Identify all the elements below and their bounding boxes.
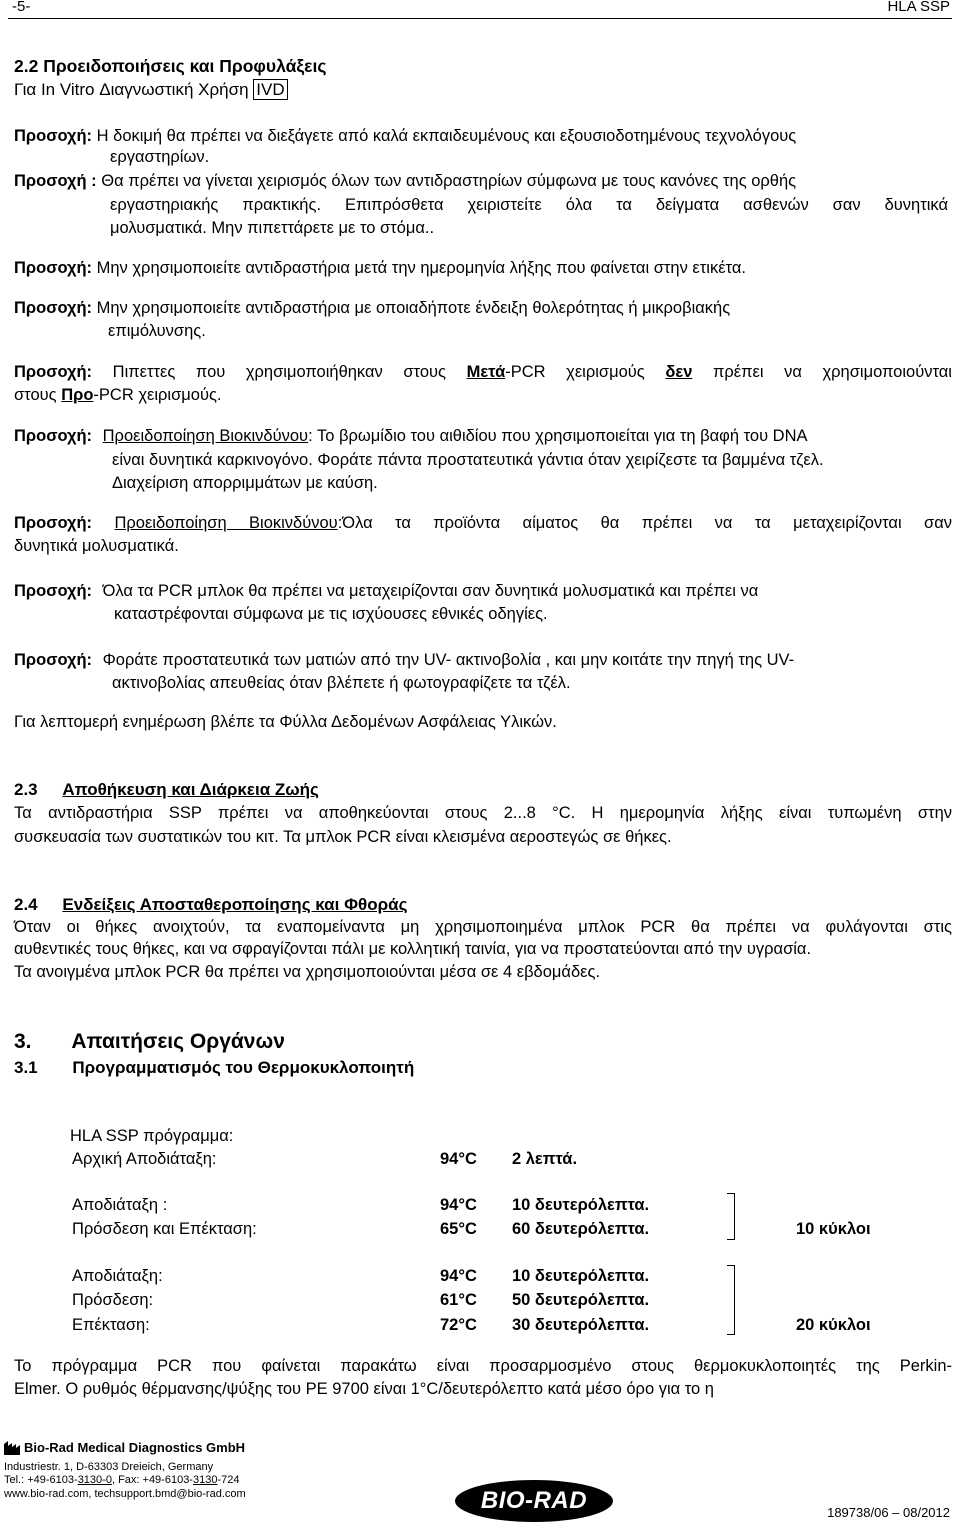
warning-label: Προσοχή: — [14, 259, 93, 277]
program-row-temp: 94°C — [440, 1150, 477, 1168]
phone-text: 3130 — [192, 1474, 218, 1486]
warning-text: είναι δυνητικά καρκινογόνο. Φοράτε πάντα προστατευτικά γάντια όταν χειρίζεστε τα βαμμένα τζελ. — [112, 451, 824, 469]
warning-text: επιμόλυνσης. — [108, 322, 206, 340]
body-text: Elmer. Ο ρυθμός θέρμανσης/ψύξης του PE 9700 είναι 1°C/δευτερόλεπτο κατά μέσο όρο για το η — [14, 1380, 714, 1398]
warning-text: πρέπει να χρησιμοποιούνται — [712, 363, 952, 381]
doc-code: HLA SSP — [887, 0, 950, 15]
warning-2 — [14, 172, 796, 191]
section-heading — [14, 780, 319, 800]
body-text: αυθεντικές τους θήκες, και να σφραγίζονται πάλι με κολλητική ταινία, για να προστατεύονται από την υγρασία. — [14, 940, 812, 958]
warning-label: Προσοχή: — [14, 582, 93, 600]
program-row-time: 50 δευτερόλεπτα. — [512, 1291, 650, 1309]
program-row-temp: 65°C — [440, 1220, 477, 1238]
section-title: Προγραμματισμός του Θερμοκυκλοποιητή — [72, 1058, 415, 1077]
warning-text: Μην χρησιμοποιείτε αντιδραστήρια μετά την ημερομηνία λήξης που φαίνεται στην ετικέτα. — [96, 259, 746, 277]
section-title: Ενδείξεις Αποσταθεροποίησης και Φθοράς — [62, 895, 408, 914]
phone-text: 3130-0 — [77, 1474, 112, 1486]
company-name: Bio-Rad Medical Diagnostics GmbH — [24, 1440, 246, 1455]
warning-text: δυνητικά μολυσματικά. — [14, 537, 179, 555]
program-row-time: 30 δευτερόλεπτα. — [512, 1316, 650, 1334]
program-row-label: Αποδιάταξη: — [72, 1267, 163, 1285]
warning-text: Όλα τα PCR μπλοκ θα πρέπει να μεταχειρίζονται σαν δυνητικά μολυσματικά και πρέπει να — [102, 582, 759, 600]
ivd-box: IVD — [253, 79, 287, 100]
program-row-label: Αποδιάταξη : — [72, 1196, 168, 1214]
warning-7 — [14, 514, 952, 533]
warning-4 — [14, 299, 730, 318]
body-text: Το πρόγραμμα PCR που φαίνεται παρακάτω είναι προσαρμοσμένο στους θερμοκυκλοποιητές της Perkin- — [14, 1357, 952, 1375]
cycle-bracket — [728, 1265, 735, 1335]
section-number: 3.1 — [14, 1058, 38, 1077]
warning-text: Η δοκιμή θα πρέπει να διεξάγετε από καλά εκπαιδευμένους και εξουσιοδοτημένους τεχνολόγους — [96, 127, 797, 145]
warning-label: Προσοχή: — [14, 427, 93, 445]
warning-label: Προσοχή: — [14, 299, 93, 317]
warning-text: : Το βρωμίδιο του αιθιδίου που χρησιμοποιείται για τη βαφή του DNA — [308, 427, 808, 445]
chapter-heading — [14, 1030, 285, 1054]
program-row-temp: 94°C — [440, 1196, 477, 1214]
logo-text: BIO-RAD — [480, 1487, 588, 1514]
program-row-time: 10 δευτερόλεπτα. — [512, 1196, 650, 1214]
ivd-line — [14, 80, 288, 100]
cycle-bracket — [728, 1193, 735, 1240]
warning-text: εργαστηρίων. — [110, 148, 210, 166]
biohazard-warning: Προειδοποίηση Βιοκινδύνου — [102, 427, 309, 445]
warning-text: στους — [14, 386, 57, 404]
section-number: 2.4 — [14, 895, 38, 914]
footer-company — [4, 1440, 245, 1455]
program-row-time: 60 δευτερόλεπτα. — [512, 1220, 650, 1238]
chapter-title: Απαιτήσεις Οργάνων — [71, 1030, 285, 1053]
body-text: συσκευασία των συστατικών του κιτ. Τα μπλοκ PCR είναι κλεισμένα αεροστεγώς σε θήκες. — [14, 828, 672, 846]
program-row-temp: 72°C — [440, 1316, 477, 1334]
phone-text: -724 — [217, 1474, 240, 1486]
warning-text: Θα πρέπει να γίνεται χειρισμός όλων των αντιδραστηρίων σύμφωνα με τους κανόνες της ορθής — [101, 172, 797, 190]
warning-text: ακτινοβολίας απευθείας όταν βλέπετε ή φωτογραφίζετε τα τζέλ. — [112, 674, 571, 692]
phone-text: , Fax: +49-6103- — [111, 1474, 193, 1486]
program-row-temp: 94°C — [440, 1267, 477, 1285]
warning-text: -PCR χειρισμούς — [505, 363, 645, 381]
warning-text: εργαστηριακής πρακτικής. Επιπρόσθετα χειριστείτε όλα τα δείγματα ασθενών σαν δυνητικά — [110, 196, 948, 214]
program-row-label: Επέκταση: — [72, 1316, 150, 1334]
section-number: 2.3 — [14, 780, 38, 799]
warning-label: Προσοχή: — [14, 651, 93, 669]
footer-phone — [4, 1474, 240, 1486]
program-cycles: 20 κύκλοι — [796, 1316, 871, 1334]
warning-text: Πιπεττες που χρησιμοποιήθηκαν στους — [112, 363, 446, 381]
subsection-heading — [14, 1058, 414, 1078]
header-rule — [8, 18, 952, 19]
warning-text: μολυσματικά. Μην πιπεττάρετε με το στόμα.. — [110, 219, 435, 237]
program-heading: HLA SSP πρόγραμμα: — [70, 1127, 234, 1145]
warning-text: Διαχείριση απορριμμάτων με καύση. — [112, 474, 378, 492]
warning-5-cont — [14, 386, 222, 405]
emphasis-den: δεν — [665, 363, 693, 381]
warning-label: Προσοχή: — [14, 127, 93, 145]
program-row-time: 2 λεπτά. — [512, 1150, 578, 1168]
factory-icon — [4, 1441, 22, 1455]
program-row-label: Αρχική Αποδιάταξη: — [72, 1150, 217, 1168]
footer-address: Industriestr. 1, D-63303 Dreieich, Germany — [4, 1461, 214, 1473]
msds-note: Για λεπτομερή ενημέρωση βλέπε τα Φύλλα Δεδομένων Ασφάλειας Υλικών. — [14, 713, 557, 731]
program-row-label: Πρόσδεση και Επέκταση: — [72, 1220, 257, 1238]
doc-number: 189738/06 – 08/2012 — [827, 1505, 950, 1520]
warning-text: καταστρέφονται σύμφωνα με τις ισχύουσες εθνικές οδηγίες. — [114, 605, 548, 623]
program-row-label: Πρόσδεση: — [72, 1291, 154, 1309]
warning-label: Προσοχή: — [14, 514, 93, 532]
chapter-number: 3. — [14, 1030, 32, 1053]
program-row-time: 10 δευτερόλεπτα. — [512, 1267, 650, 1285]
ivd-prefix: Για In Vitro Διαγνωστική Χρήση — [14, 80, 249, 99]
warning-text: Φοράτε προστατευτικά των ματιών από την UV- ακτινοβολία , και μην κοιτάτε την πηγή της UV- — [102, 651, 795, 669]
warning-label: Προσοχή: — [14, 363, 93, 381]
warning-1 — [14, 127, 796, 146]
program-row-temp: 61°C — [440, 1291, 477, 1309]
section-title: Αποθήκευση και Διάρκεια Ζωής — [62, 780, 319, 799]
warning-9 — [14, 651, 794, 670]
bio-rad-logo — [455, 1480, 613, 1522]
biohazard-warning: Προειδοποίηση Βιοκινδύνου — [114, 514, 338, 532]
body-text: Όταν οι θήκες ανοιχτούν, τα εναπομείναντα μη χρησιμοποιημένα μπλοκ PCR θα πρέπει να φυλάγονται στις — [14, 918, 952, 936]
warning-label: Προσοχή : — [14, 172, 97, 190]
section-heading — [14, 895, 407, 915]
phone-text: Tel.: +49-6103- — [4, 1474, 78, 1486]
warning-6 — [14, 427, 808, 446]
warning-5 — [14, 363, 952, 382]
page-number: -5- — [12, 0, 31, 15]
emphasis-meta: Μετά — [466, 363, 506, 381]
warning-3 — [14, 259, 746, 278]
warning-8 — [14, 582, 758, 601]
body-text: Τα ανοιγμένα μπλοκ PCR θα πρέπει να χρησιμοποιούνται μέσα σε 4 εβδομάδες. — [14, 963, 601, 981]
warning-text: -PCR χειρισμούς. — [93, 386, 222, 404]
section-title: 2.2 Προειδοποιήσεις και Προφυλάξεις — [14, 56, 327, 76]
warning-text: :Όλα τα προϊόντα αίματος θα πρέπει να τα μεταχειρίζονται σαν — [337, 514, 952, 532]
emphasis-pro: Προ — [61, 386, 94, 404]
body-text: Τα αντιδραστήρια SSP πρέπει να αποθηκεύονται στους 2...8 °C. Η ημερομηνία λήξης είναι τυπωμένη στην — [14, 804, 952, 822]
footer-web: www.bio-rad.com, techsupport.bmd@bio-rad.com — [4, 1488, 246, 1500]
warning-text: Μην χρησιμοποιείτε αντιδραστήρια με οποιαδήποτε ένδειξη θολερότητας ή μικροβιακής — [96, 299, 731, 317]
program-cycles: 10 κύκλοι — [796, 1220, 871, 1238]
